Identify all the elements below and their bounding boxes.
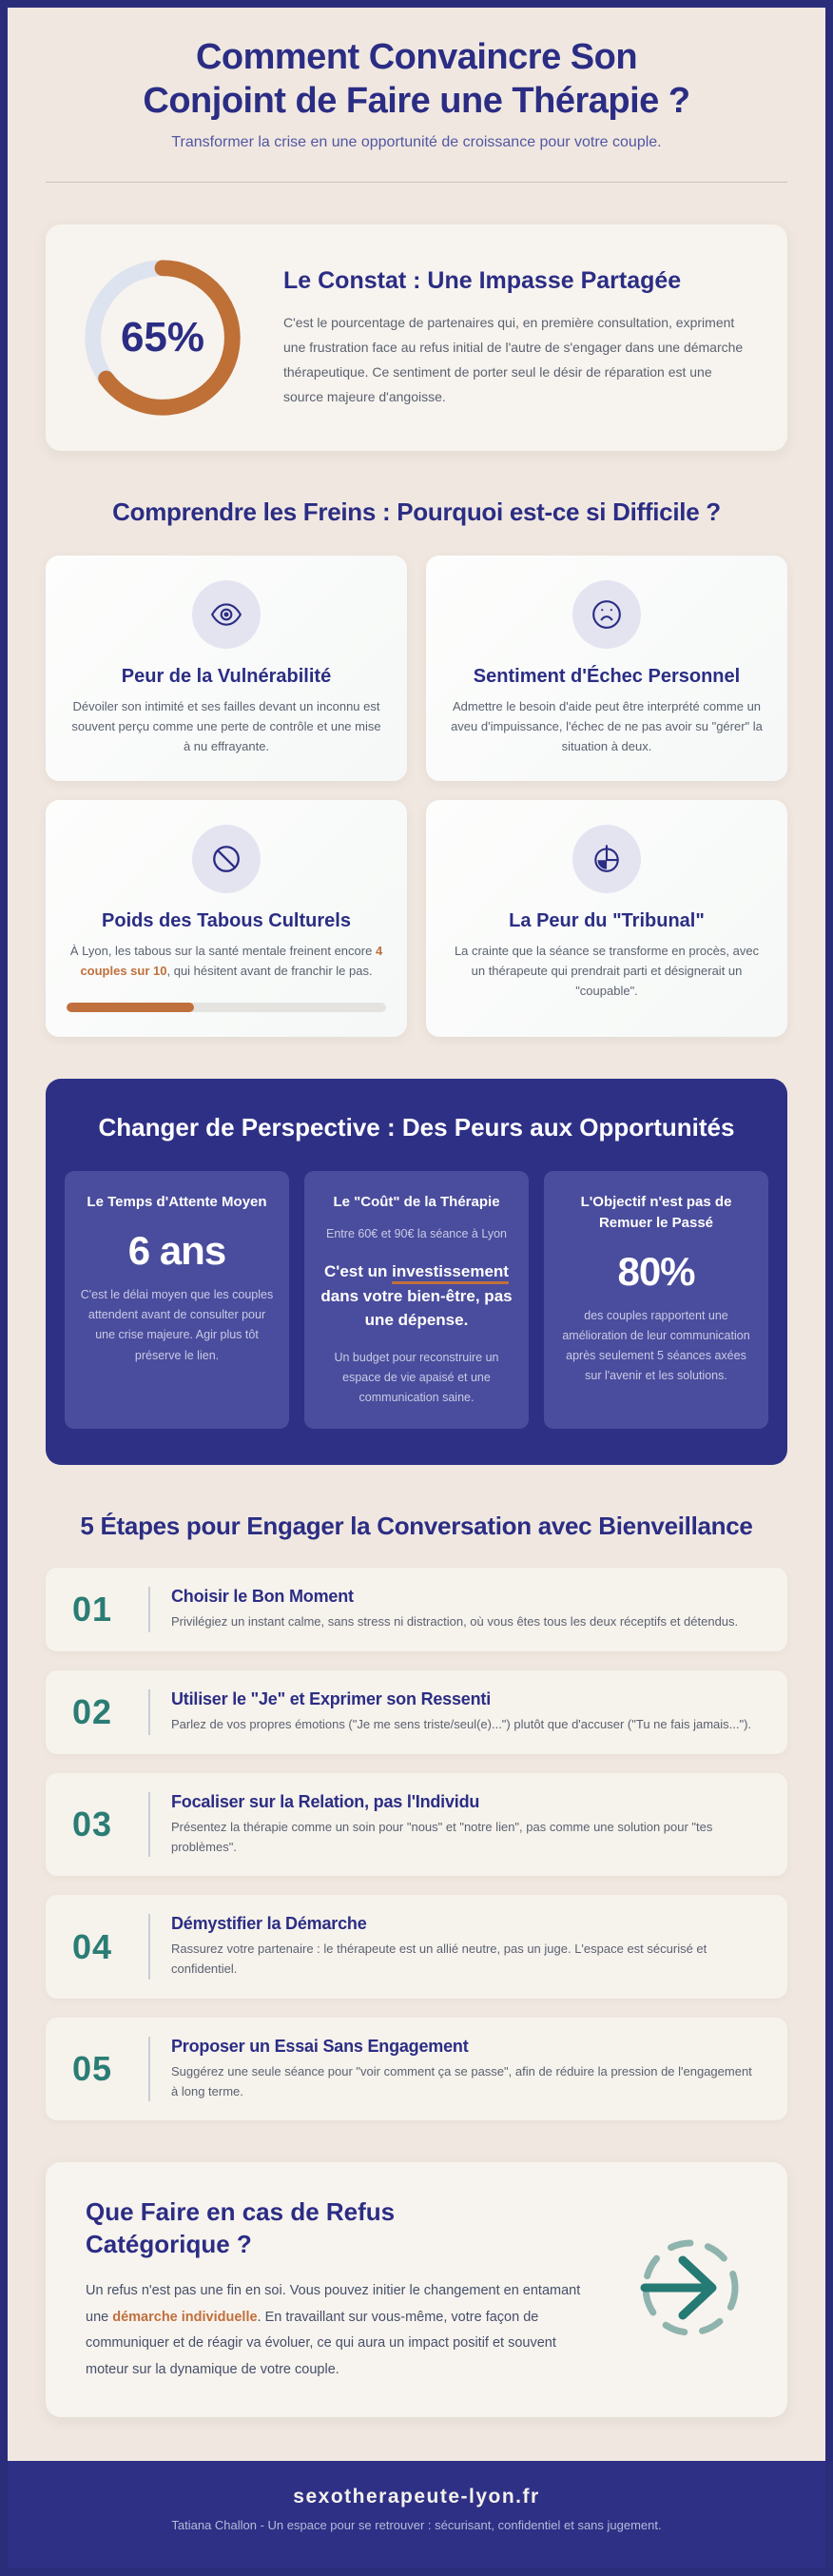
page-title <box>46 36 787 123</box>
frein-body-suffix: , qui hésitent avant de franchir le pas. <box>166 964 373 979</box>
steps-list <box>46 1568 787 2120</box>
icon-circle <box>572 580 641 649</box>
step-card-04 <box>46 1895 787 1999</box>
stat-emph-suffix: dans votre bien-être, pas une dépense. <box>320 1286 513 1330</box>
frein-card-tabous <box>46 800 407 1037</box>
stat-subtitle: Entre 60€ et 90€ la séance à Lyon <box>326 1226 507 1240</box>
refus-body <box>86 2278 601 2383</box>
frein-title: Peur de la Vulnérabilité <box>121 665 332 687</box>
stat-emph-prefix: C'est un <box>324 1262 393 1281</box>
frein-card-vulnerabilite <box>46 556 407 781</box>
constat-heading: Le Constat : Une Impasse Partagée <box>283 266 682 294</box>
stat-big-value: 6 ans <box>127 1227 226 1273</box>
step-title: Démystifier la Démarche <box>171 1914 367 1934</box>
frein-title: Poids des Tabous Culturels <box>102 910 351 932</box>
steps-section-heading: 5 Étapes pour Engager la Conversation avec Bienveillance <box>80 1512 753 1541</box>
frein-card-tribunal <box>426 800 787 1037</box>
bottom-spacer <box>46 2417 787 2461</box>
step-body: Présentez la thérapie comme un soin pour "nous" et "notre lien", pas comme une solution pour "tes problèmes". <box>171 1819 713 1854</box>
step-title: Focaliser sur la Relation, pas l'Individu <box>171 1791 480 1811</box>
step-divider <box>148 1689 150 1735</box>
refus-heading-line1: Que Faire en cas de Refus <box>86 2197 396 2227</box>
tabous-progress-track <box>67 1003 386 1012</box>
step-title: Choisir le Bon Moment <box>171 1587 354 1607</box>
step-number: 01 <box>72 1590 113 1629</box>
frein-body-highlight: 4 couples sur 10 <box>80 944 383 979</box>
frein-body-prefix: À Lyon, les tabous sur la santé mentale freinent encore <box>69 944 376 959</box>
step-content <box>171 1587 738 1632</box>
perspective-grid <box>65 1171 768 1429</box>
step-body: Suggérez une seule séance pour "voir comment ça se passe", afin de réduire la pression de l'engagement à long terme. <box>171 2063 752 2098</box>
step-content <box>171 1914 761 1980</box>
stat-big-value: 80% <box>617 1248 695 1294</box>
icon-circle <box>192 580 261 649</box>
header <box>46 36 787 183</box>
frein-body: Dévoiler son intimité et ses failles devant un inconnu est souvent perçu comme une perte de contrôle et une mise à nu effrayante. <box>71 698 381 753</box>
step-content <box>171 2037 761 2102</box>
refus-body-suffix: . En travaillant sur vous-même, votre façon de communiquer et de réagir va évoluer, ce qui aura un impact positif et souvent moteur sur la dynamique de votre couple. <box>86 2309 556 2377</box>
page-title-line2: Conjoint de Faire une Thérapie ? <box>143 80 690 121</box>
stat-body: Un budget pour reconstruire un espace de vie apaisé et une communication saine. <box>334 1350 499 1405</box>
step-title: Proposer un Essai Sans Engagement <box>171 2036 469 2056</box>
step-card-02 <box>46 1670 787 1754</box>
refus-body-prefix: Un refus n'est pas une fin en soi. Vous pouvez initier le changement en entamant une <box>86 2283 581 2325</box>
stat-title: Le "Coût" de la Thérapie <box>333 1194 500 1211</box>
stat-card-temps-attente <box>65 1171 289 1429</box>
step-card-01 <box>46 1568 787 1651</box>
arrow-circle-icon <box>633 2231 747 2350</box>
icon-circle <box>192 825 261 893</box>
step-number: 04 <box>72 1926 113 1966</box>
step-body: Privilégiez un instant calme, sans stress ni distraction, où vous êtes tous les deux réceptifs et détendus. <box>171 1614 739 1630</box>
step-body: Parlez de vos propres émotions ("Je me sens triste/seul(e)...") plutôt que d'accuser ("Tu ne fais jamais..."). <box>171 1716 752 1731</box>
stat-emphasis <box>318 1259 515 1333</box>
step-card-03 <box>46 1773 787 1877</box>
step-number: 05 <box>72 2049 113 2089</box>
constat-text <box>283 266 755 410</box>
step-divider <box>148 2037 150 2102</box>
pie-chart-icon <box>591 843 623 875</box>
frein-body: Admettre le besoin d'aide peut être interprété comme un aveu d'impuissance, l'échec de ne pas avoir su "gérer" la situation à deux. <box>451 698 763 753</box>
step-title: Utiliser le "Je" et Exprimer son Ressenti <box>171 1688 492 1708</box>
icon-circle <box>572 825 641 893</box>
stat-title: L'Objectif n'est pas de Remuer le Passé <box>580 1194 732 1231</box>
stat-card-cout <box>304 1171 529 1429</box>
step-number: 03 <box>72 1805 113 1844</box>
stat-card-objectif <box>544 1171 768 1429</box>
page-title-line1: Comment Convaincre Son <box>195 37 638 77</box>
constat-body: C'est le pourcentage de partenaires qui, en première consultation, expriment une frustration face au refus initial de l'autre de s'engager dans une démarche thérapeutique. Ce sentiment de porter seul le désir de réparation est une source majeure d'angoisse. <box>283 315 744 404</box>
refus-heading <box>86 2196 601 2261</box>
step-number: 02 <box>72 1691 113 1731</box>
page-subtitle: Transformer la crise en une opportunité de croissance pour votre couple. <box>171 134 662 151</box>
eye-icon <box>210 598 242 631</box>
step-content <box>171 1689 751 1735</box>
refus-body-highlight: démarche individuelle <box>112 2309 258 2325</box>
donut-percent-label: 65% <box>120 314 205 361</box>
step-card-05 <box>46 2018 787 2121</box>
step-divider <box>148 1792 150 1858</box>
frein-title: Sentiment d'Échec Personnel <box>473 665 741 687</box>
step-divider <box>148 1587 150 1632</box>
perspective-panel <box>46 1079 787 1465</box>
arrow-right-dashed-circle-icon <box>633 2231 747 2345</box>
sad-face-icon <box>591 598 623 631</box>
ban-icon <box>210 843 242 875</box>
stat-body: des couples rapportent une amélioration de leur communication après seulement 5 séances axées sur l'avenir et les solutions. <box>562 1308 750 1383</box>
refus-card <box>46 2162 787 2417</box>
perspective-heading: Changer de Perspective : Des Peurs aux Opportunités <box>98 1112 735 1142</box>
freins-grid <box>46 556 787 1037</box>
header-divider <box>46 182 787 183</box>
constat-card <box>46 224 787 451</box>
refus-text <box>86 2196 601 2383</box>
footer-site-name: sexotherapeute-lyon.fr <box>293 2486 540 2508</box>
frein-title: La Peur du "Tribunal" <box>509 910 705 932</box>
frein-body <box>67 942 386 982</box>
step-content <box>171 1792 761 1858</box>
footer <box>8 2461 825 2568</box>
refus-heading-line2: Catégorique ? <box>86 2230 252 2259</box>
donut-chart-65-percent <box>78 253 247 422</box>
tabous-progress-fill <box>67 1003 194 1012</box>
frein-card-echec <box>426 556 787 781</box>
stat-emph-underlined: investissement <box>392 1262 509 1284</box>
frein-body: La crainte que la séance se transforme en procès, avec un thérapeute qui prendrait parti et désignerait un "coupable". <box>454 944 760 998</box>
step-divider <box>148 1914 150 1980</box>
stat-title: Le Temps d'Attente Moyen <box>87 1194 267 1211</box>
freins-section-heading: Comprendre les Freins : Pourquoi est-ce si Difficile ? <box>112 498 721 527</box>
step-body: Rassurez votre partenaire : le thérapeute est un allié neutre, pas un juge. L'espace est sécurisé et confidentiel. <box>171 1942 707 1977</box>
footer-tagline: Tatiana Challon - Un espace pour se retrouver : sécurisant, confidentiel et sans jugement. <box>171 2518 662 2533</box>
stat-body: C'est le délai moyen que les couples attendent avant de consulter pour une crise majeure. Agir plus tôt préserve le lien. <box>80 1287 274 1362</box>
